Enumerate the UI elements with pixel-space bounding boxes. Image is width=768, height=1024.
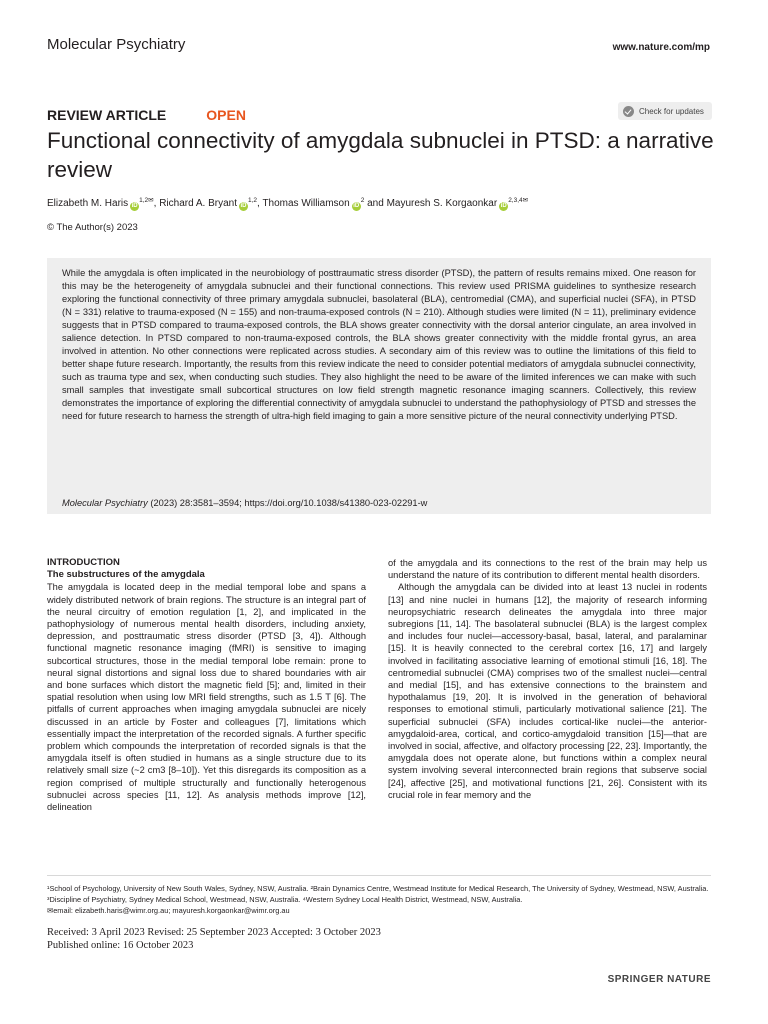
author-name[interactable]: Thomas Williamson: [262, 198, 350, 209]
open-access-label: OPEN: [206, 107, 246, 123]
author-affiliation: 1,2✉: [139, 197, 154, 204]
footnote-divider: [47, 875, 711, 876]
author-affiliation: 1,2: [248, 197, 258, 204]
orcid-icon[interactable]: iD: [131, 203, 138, 209]
received-dates: Received: 3 April 2023 Revised: 25 September 2023 Accepted: 3 October 2023: [47, 927, 381, 938]
body-paragraph: Although the amygdala can be divided into at least 13 nuclei in rodents [13] and nine nuclei in humans [12], the majority of research informing neuropsychiatric research delineates the amygdala into three major subregions [11, 14]. The basolateral subnuclei (BLA) is the largest complex and includes four nuclei—accessory-basal, basal, lateral, and paralaminar [15]. It is heavily connected to the cerebral cortex [16, 17] and largely involved in facilitating associative learning of emotional stimuli [16, 18]. The centromedial subnuclei (CMA) comprises two of the smallest nuclei—central and medial [15], and has extensive connections to the brainstem and hypothalamus [19, 20]. It is involved in the generation of behavioral responses to emotional stimuli, particularly motivational salience [21]. The superficial subnuclei (SFA) includes cortical-like nuclei—the anterior-amygdaloid-area, cortical, and cortico-amygdaloid transition [15]—that are involved in social, affective, and olfactory processing [22, 23]. Importantly, the amygdala does not operate alone, but functions within a complex neural system involving several interconnected brain regions that subserve social [24], affective [25], and motivational functions [21, 26]. Consistent with its crucial role in fear memory and the: [388, 582, 707, 800]
author-separator: ,: [257, 198, 263, 209]
affiliation-list: ¹School of Psychology, University of New South Wales, Sydney, NSW, Australia. ²Brain Dynamics Centre, Westmead Institute for Medical Research, The University of Sydney, Westmead, NSW, Australia. ³Discipline of Psychiatry, Sydney Medical School, Westmead, NSW, Australia. ⁴Western Sydney Local Health District, Westmead, NSW, Australia.: [47, 884, 709, 904]
body-column-right: [388, 557, 707, 801]
section-heading: INTRODUCTION: [47, 557, 120, 568]
article-type-line: [47, 107, 246, 123]
affiliations: [47, 883, 711, 916]
body-column-left: [47, 557, 366, 813]
orcid-icon[interactable]: iD: [500, 203, 507, 209]
article-title: Functional connectivity of amygdala subnuclei in PTSD: a narrative review: [47, 128, 714, 182]
citation-journal: Molecular Psychiatry: [62, 498, 148, 508]
publication-dates: [47, 927, 381, 952]
author-separator: and: [364, 198, 387, 209]
abstract-box: [47, 258, 711, 514]
citation: [62, 498, 427, 508]
author-separator: ,: [153, 198, 160, 209]
author-name[interactable]: Richard A. Bryant: [159, 198, 237, 209]
orcid-icon[interactable]: iD: [240, 203, 247, 209]
body-paragraph: of the amygdala and its connections to the rest of the brain may help us understand the nature of its contribution to different mental health disorders.: [388, 558, 707, 581]
journal-name: Molecular Psychiatry: [47, 36, 186, 53]
journal-url[interactable]: www.nature.com/mp: [612, 42, 710, 53]
orcid-icon[interactable]: iD: [353, 203, 360, 209]
author-name[interactable]: Elizabeth M. Haris: [47, 198, 129, 209]
published-date: Published online: 16 October 2023: [47, 939, 194, 951]
check-updates-label: Check for updates: [639, 106, 704, 116]
correspondence-emails[interactable]: ✉email: elizabeth.haris@wimr.org.au; mayuresh.korgaonkar@wimr.org.au: [47, 906, 290, 915]
copyright: © The Author(s) 2023: [47, 222, 138, 233]
author-affiliation: 2: [360, 197, 365, 204]
author-affiliation: 2,3,4✉: [508, 197, 529, 204]
body-paragraph: The amygdala is located deep in the medial temporal lobe and spans a widely distributed network of brain regions. The structure is an integral part of the neural circuitry of emotion regulation [1, 2], and implicated in the pathophysiology of numerous mental health disorders, including anxiety, depression, and posttraumatic stress disorder (PTSD [3, 4]). Although functional magnetic resonance imaging (fMRI) is sensitive to imaging subcortical structures, those in the medial temporal lobe remain: prone to neural signal distortions and signal loss due to shared boundaries with air and bone surfaces which distort the magnetic field [5]; and, limited in their spatial resolution when using low MRI field strengths, such as 1.5 T [6]. The pitfalls of current approaches when imaging amygdala subnuclei are nicely discussed in an article by Foster and colleagues [7], limitations which essentially impact the interpretation of the recorded signals. A further specific problem which compounds the interpretation of recorded signals is that the amygdala itself is often studied in humans as a single structure due to its relatively small size (~2 cm3 [8–10]). Yet this disregards its composition as a region comprised of multiple structurally and functionally heterogenous subnuclei across species [11, 12]. As analysis methods improve [12], delineation: [47, 582, 366, 813]
citation-details[interactable]: (2023) 28:3581–3594; https://doi.org/10.1038/s41380-023-02291-w: [147, 498, 428, 508]
abstract-text: While the amygdala is often implicated in the neurobiology of posttraumatic stress disorder (PTSD), the pattern of results remains mixed. One reason for this may be the heterogeneity of amygdala subnuclei and their functional connections. This review used PRISMA guidelines to synthesize research exploring the functional connectivity of three primary amygdala subnuclei, basolateral (BLA), centromedial (CMA), and superficial nuclei (SFA), in PTSD (N = 331) relative to trauma-exposed (N = 155) and non-trauma-exposed controls (N = 210). Although studies were limited (N = 11), preliminary evidence suggests that in PTSD compared to trauma-exposed controls, the BLA shows greater connectivity with the dorsal anterior cingulate, an area involved in salience detection. In PTSD compared to non-trauma-exposed controls, the BLA shows greater connectivity with the middle frontal gyrus, an area involved in attention. No other connections were replicated across studies. A secondary aim of this review was to outline the limitations of this field to better shape future research. Importantly, the results from this review indicate the need to consider potential mediators of amygdala subnuclei connectivity, such as trauma type and sex, when conducting such studies. They also highlight the need to be aware of the limited inferences we can make with such small samples that investigate small subcortical structures on low field strength magnetic resonance imaging scanners. Collectively, this review demonstrates the importance of exploring the differential connectivity of amygdala subnuclei to understand the pathophysiology of PTSD and stresses the need for future research to harness the strength of ultra-high field imaging to gain a more sensitive picture of the neural connectivity underlying PTSD.: [62, 268, 696, 421]
check-updates-icon: [623, 106, 634, 117]
publisher-logo: SPRINGER NATURE: [607, 974, 711, 985]
subsection-heading: The substructures of the amygdala: [47, 569, 205, 581]
article-type: REVIEW ARTICLE: [47, 107, 167, 123]
author-name[interactable]: Mayuresh S. Korgaonkar: [386, 198, 498, 209]
check-for-updates-button[interactable]: [618, 102, 712, 120]
author-list: [47, 194, 747, 211]
